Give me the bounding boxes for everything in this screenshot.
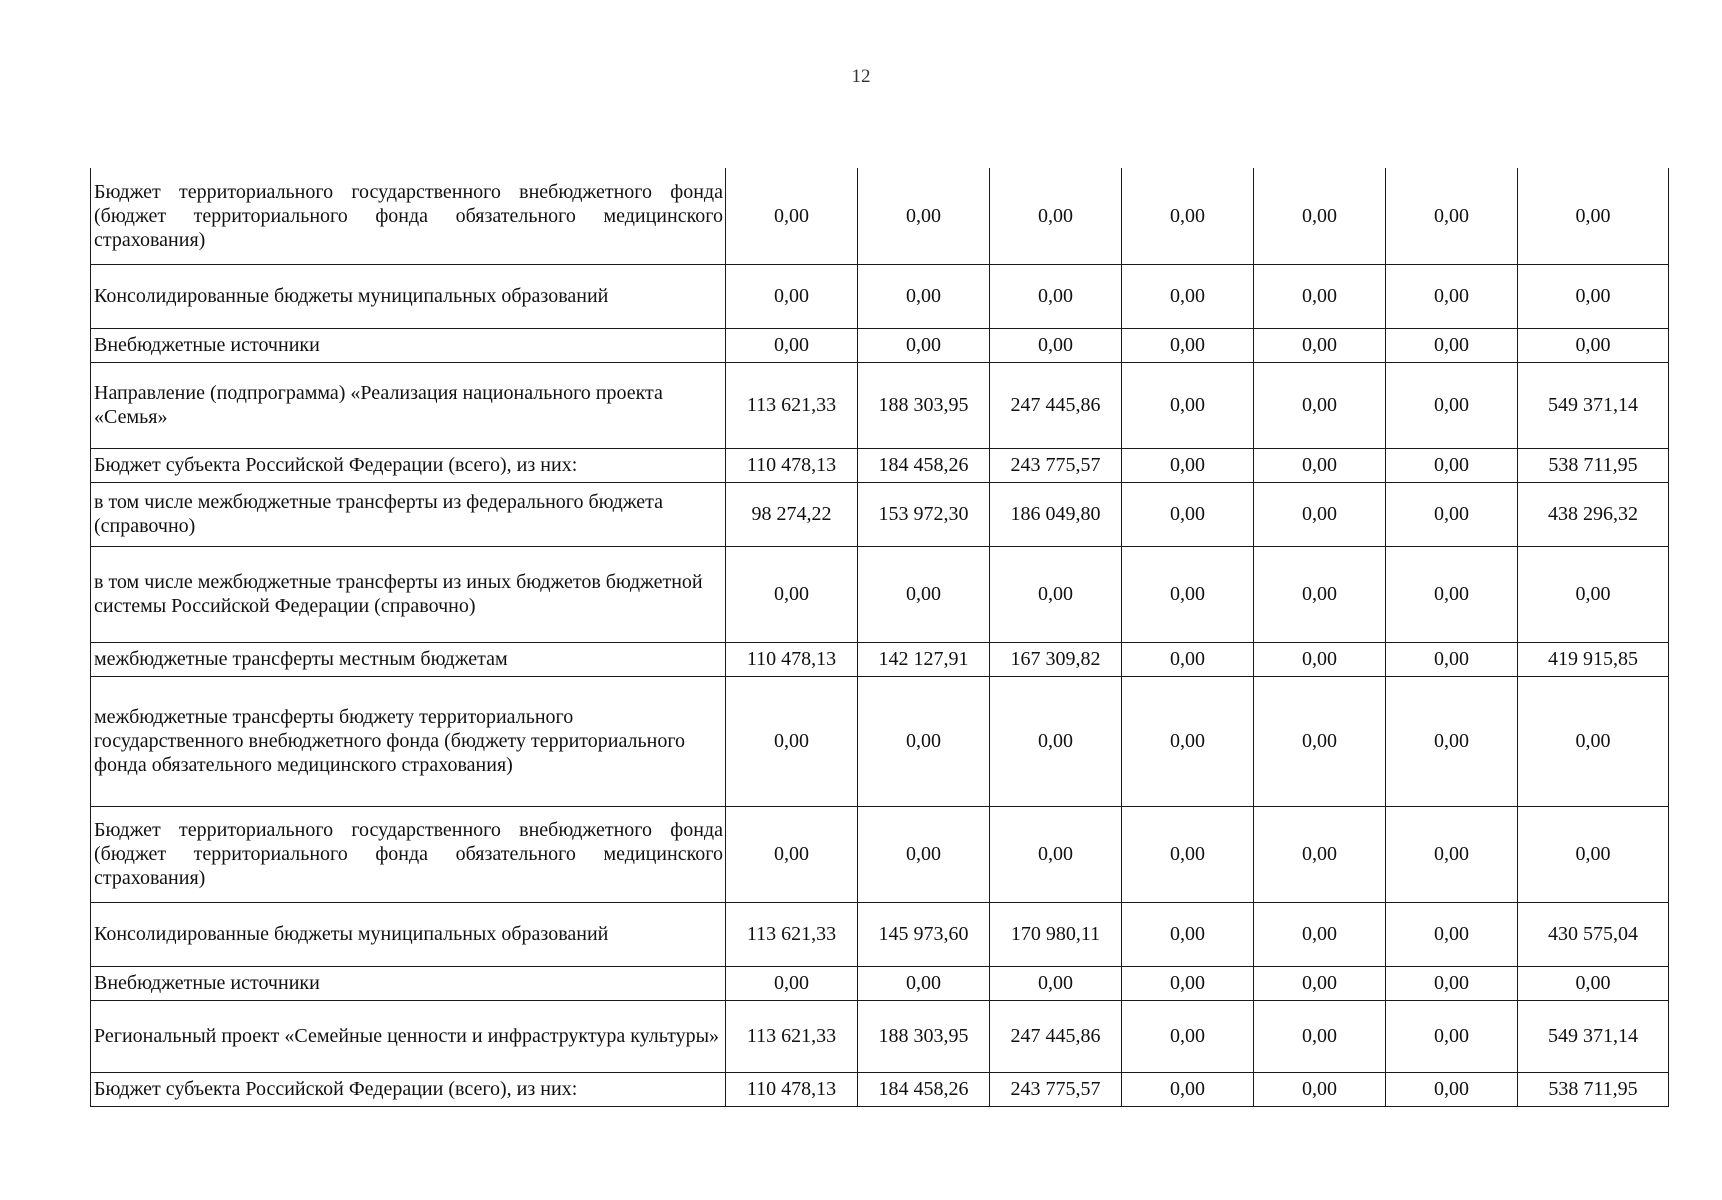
value-cell: 0,00 bbox=[858, 966, 990, 1000]
row-label: в том числе межбюджетные трансферты из федерального бюджета (справочно) bbox=[91, 482, 726, 546]
value-cell: 0,00 bbox=[726, 328, 858, 362]
value-cell: 247 445,86 bbox=[990, 1000, 1122, 1072]
value-cell: 0,00 bbox=[1386, 642, 1518, 676]
value-cell: 0,00 bbox=[1122, 902, 1254, 966]
value-cell: 0,00 bbox=[1254, 362, 1386, 448]
row-label: Бюджет территориального государственного внебюджетного фонда (бюджет территориального фонда обязательного медицинского страхования) bbox=[91, 168, 726, 264]
value-cell: 0,00 bbox=[1254, 482, 1386, 546]
value-cell: 110 478,13 bbox=[726, 1072, 858, 1106]
value-cell: 0,00 bbox=[1122, 806, 1254, 902]
value-cell: 0,00 bbox=[990, 676, 1122, 806]
table-row bbox=[91, 1072, 1669, 1106]
value-cell: 0,00 bbox=[1386, 1072, 1518, 1106]
value-cell: 0,00 bbox=[1386, 168, 1518, 264]
value-cell: 0,00 bbox=[1518, 264, 1669, 328]
value-cell: 0,00 bbox=[1254, 328, 1386, 362]
value-cell: 113 621,33 bbox=[726, 362, 858, 448]
row-label: в том числе межбюджетные трансферты из иных бюджетов бюджетной системы Российской Федерации (справочно) bbox=[91, 546, 726, 642]
value-cell: 110 478,13 bbox=[726, 448, 858, 482]
budget-table bbox=[90, 168, 1669, 1107]
value-cell: 0,00 bbox=[1254, 448, 1386, 482]
value-cell: 0,00 bbox=[1518, 328, 1669, 362]
value-cell: 0,00 bbox=[1254, 966, 1386, 1000]
value-cell: 0,00 bbox=[1122, 546, 1254, 642]
value-cell: 0,00 bbox=[1254, 168, 1386, 264]
table-row bbox=[91, 676, 1669, 806]
value-cell: 0,00 bbox=[1254, 1072, 1386, 1106]
value-cell: 0,00 bbox=[1254, 902, 1386, 966]
value-cell: 0,00 bbox=[858, 676, 990, 806]
value-cell: 0,00 bbox=[990, 328, 1122, 362]
row-label: Направление (подпрограмма) «Реализация национального проекта «Семья» bbox=[91, 362, 726, 448]
value-cell: 247 445,86 bbox=[990, 362, 1122, 448]
table-row bbox=[91, 482, 1669, 546]
table-row bbox=[91, 362, 1669, 448]
value-cell: 0,00 bbox=[1254, 1000, 1386, 1072]
table-row bbox=[91, 642, 1669, 676]
value-cell: 113 621,33 bbox=[726, 902, 858, 966]
value-cell: 0,00 bbox=[1518, 546, 1669, 642]
value-cell: 0,00 bbox=[726, 966, 858, 1000]
value-cell: 0,00 bbox=[1122, 1072, 1254, 1106]
row-label: межбюджетные трансферты местным бюджетам bbox=[91, 642, 726, 676]
value-cell: 0,00 bbox=[1518, 806, 1669, 902]
value-cell: 98 274,22 bbox=[726, 482, 858, 546]
value-cell: 549 371,14 bbox=[1518, 1000, 1669, 1072]
value-cell: 0,00 bbox=[1518, 676, 1669, 806]
value-cell: 0,00 bbox=[1386, 806, 1518, 902]
value-cell: 0,00 bbox=[858, 546, 990, 642]
row-label: Внебюджетные источники bbox=[91, 328, 726, 362]
row-label: межбюджетные трансферты бюджету территориального государственного внебюджетного фонда (бюджету территориального фонда обязательного медицинского страхования) bbox=[91, 676, 726, 806]
value-cell: 0,00 bbox=[1122, 448, 1254, 482]
table-row bbox=[91, 448, 1669, 482]
table-row bbox=[91, 902, 1669, 966]
value-cell: 0,00 bbox=[990, 546, 1122, 642]
value-cell: 430 575,04 bbox=[1518, 902, 1669, 966]
value-cell: 167 309,82 bbox=[990, 642, 1122, 676]
value-cell: 0,00 bbox=[1386, 264, 1518, 328]
value-cell: 0,00 bbox=[726, 168, 858, 264]
value-cell: 0,00 bbox=[726, 264, 858, 328]
value-cell: 0,00 bbox=[1386, 328, 1518, 362]
table-row bbox=[91, 264, 1669, 328]
value-cell: 0,00 bbox=[1386, 966, 1518, 1000]
value-cell: 0,00 bbox=[990, 168, 1122, 264]
value-cell: 184 458,26 bbox=[858, 448, 990, 482]
value-cell: 0,00 bbox=[1386, 482, 1518, 546]
value-cell: 0,00 bbox=[726, 806, 858, 902]
value-cell: 0,00 bbox=[726, 676, 858, 806]
page-number: 12 bbox=[851, 66, 871, 87]
row-label: Консолидированные бюджеты муниципальных образований bbox=[91, 264, 726, 328]
value-cell: 0,00 bbox=[1518, 168, 1669, 264]
value-cell: 145 973,60 bbox=[858, 902, 990, 966]
value-cell: 142 127,91 bbox=[858, 642, 990, 676]
row-label: Бюджет субъекта Российской Федерации (всего), из них: bbox=[91, 448, 726, 482]
value-cell: 0,00 bbox=[1254, 806, 1386, 902]
value-cell: 0,00 bbox=[1122, 168, 1254, 264]
value-cell: 0,00 bbox=[858, 168, 990, 264]
value-cell: 0,00 bbox=[1386, 546, 1518, 642]
value-cell: 0,00 bbox=[858, 806, 990, 902]
table-row bbox=[91, 1000, 1669, 1072]
value-cell: 549 371,14 bbox=[1518, 362, 1669, 448]
value-cell: 188 303,95 bbox=[858, 362, 990, 448]
table-row bbox=[91, 328, 1669, 362]
table-row bbox=[91, 806, 1669, 902]
table-row bbox=[91, 168, 1669, 264]
value-cell: 0,00 bbox=[1122, 328, 1254, 362]
value-cell: 0,00 bbox=[1122, 362, 1254, 448]
value-cell: 0,00 bbox=[990, 264, 1122, 328]
value-cell: 538 711,95 bbox=[1518, 1072, 1669, 1106]
value-cell: 184 458,26 bbox=[858, 1072, 990, 1106]
row-label: Внебюджетные источники bbox=[91, 966, 726, 1000]
value-cell: 110 478,13 bbox=[726, 642, 858, 676]
value-cell: 0,00 bbox=[1122, 642, 1254, 676]
value-cell: 0,00 bbox=[1122, 482, 1254, 546]
value-cell: 0,00 bbox=[1386, 676, 1518, 806]
value-cell: 153 972,30 bbox=[858, 482, 990, 546]
value-cell: 113 621,33 bbox=[726, 1000, 858, 1072]
row-label: Консолидированные бюджеты муниципальных образований bbox=[91, 902, 726, 966]
value-cell: 0,00 bbox=[1386, 902, 1518, 966]
table-row bbox=[91, 546, 1669, 642]
value-cell: 419 915,85 bbox=[1518, 642, 1669, 676]
row-label: Бюджет субъекта Российской Федерации (всего), из них: bbox=[91, 1072, 726, 1106]
value-cell: 0,00 bbox=[990, 806, 1122, 902]
value-cell: 0,00 bbox=[1518, 966, 1669, 1000]
value-cell: 538 711,95 bbox=[1518, 448, 1669, 482]
value-cell: 170 980,11 bbox=[990, 902, 1122, 966]
value-cell: 0,00 bbox=[1122, 1000, 1254, 1072]
value-cell: 243 775,57 bbox=[990, 1072, 1122, 1106]
value-cell: 0,00 bbox=[1254, 546, 1386, 642]
value-cell: 0,00 bbox=[726, 546, 858, 642]
row-label: Бюджет территориального государственного внебюджетного фонда (бюджет территориального фонда обязательного медицинского страхования) bbox=[91, 806, 726, 902]
value-cell: 0,00 bbox=[990, 966, 1122, 1000]
value-cell: 0,00 bbox=[1122, 264, 1254, 328]
value-cell: 243 775,57 bbox=[990, 448, 1122, 482]
row-label: Региональный проект «Семейные ценности и инфраструктура культуры» bbox=[91, 1000, 726, 1072]
value-cell: 0,00 bbox=[858, 264, 990, 328]
value-cell: 0,00 bbox=[1254, 676, 1386, 806]
value-cell: 188 303,95 bbox=[858, 1000, 990, 1072]
value-cell: 0,00 bbox=[1386, 362, 1518, 448]
value-cell: 0,00 bbox=[1386, 448, 1518, 482]
value-cell: 438 296,32 bbox=[1518, 482, 1669, 546]
value-cell: 0,00 bbox=[1122, 676, 1254, 806]
value-cell: 0,00 bbox=[1254, 642, 1386, 676]
value-cell: 186 049,80 bbox=[990, 482, 1122, 546]
value-cell: 0,00 bbox=[1122, 966, 1254, 1000]
value-cell: 0,00 bbox=[1254, 264, 1386, 328]
value-cell: 0,00 bbox=[1386, 1000, 1518, 1072]
value-cell: 0,00 bbox=[858, 328, 990, 362]
table-row bbox=[91, 966, 1669, 1000]
